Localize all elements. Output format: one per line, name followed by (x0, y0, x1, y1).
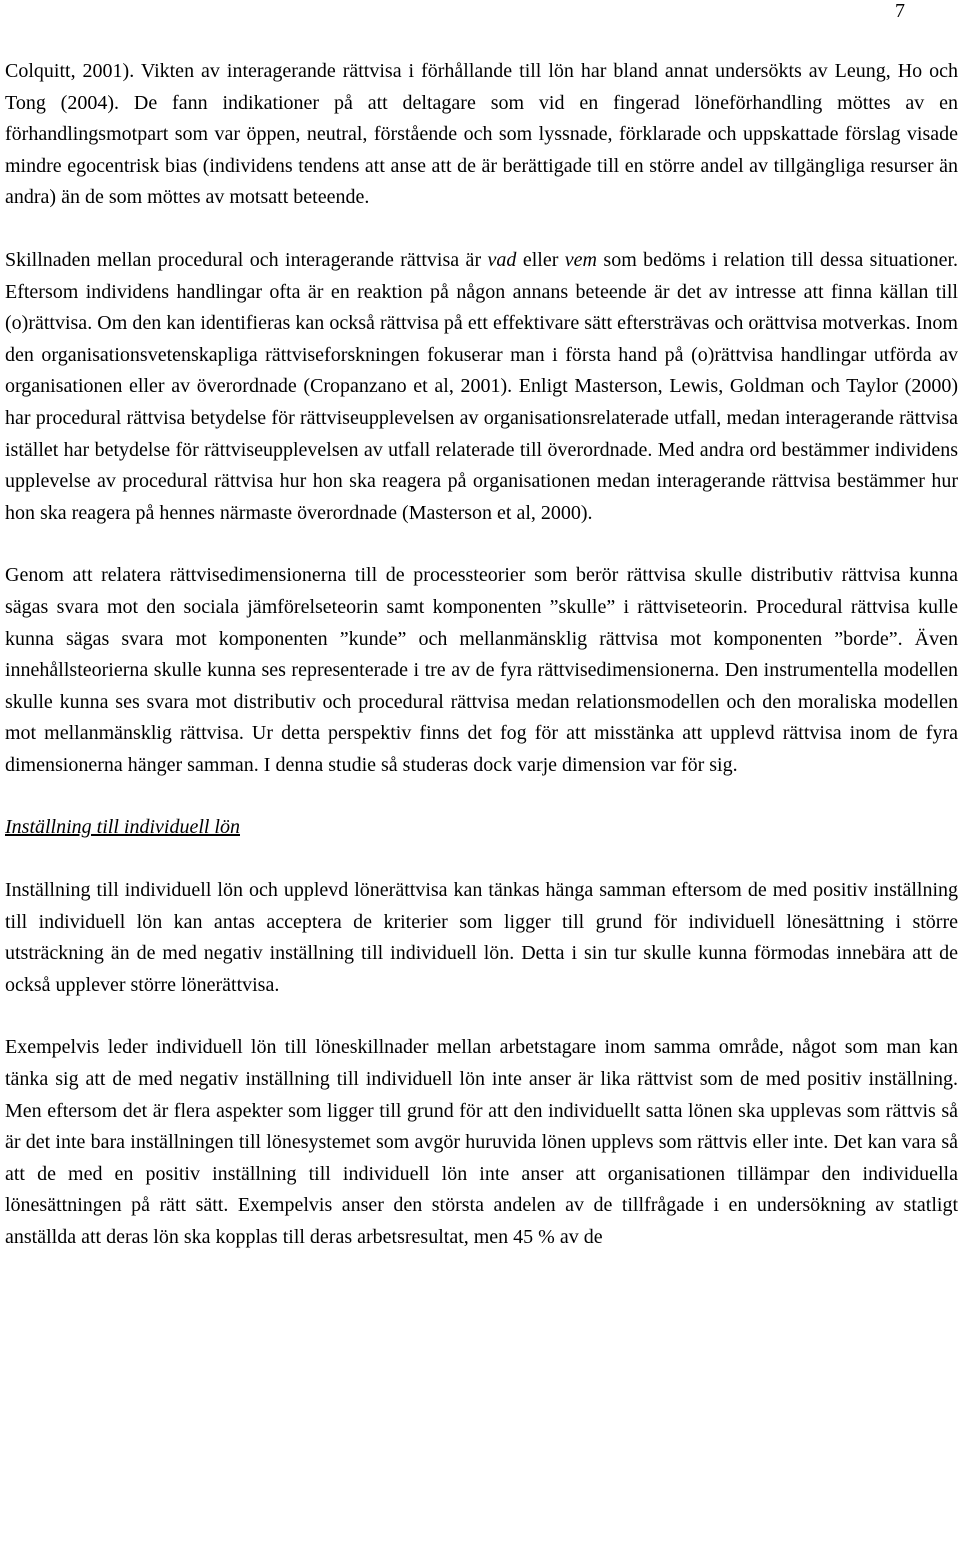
paragraph-4: Inställning till individuell lön och upplevd lönerättvisa kan tänkas hänga samman eftersom de med positiv inställning till individuell lön kan antas acceptera de kriterier som ligger till grund för individuell lönesättning i större utsträckning än de med negativ inställning till individuell lön. Detta i sin tur skulle kunna förmodas innebära att de också upplever större lönerättvisa. (5, 879, 958, 996)
paragraph-2-text-a: Skillnaden mellan procedural och interagerande rättvisa är (5, 248, 488, 271)
paragraph-2-text-b: eller (516, 248, 565, 271)
section-heading: Inställning till individuell lön (5, 816, 240, 839)
paragraph-2 (5, 245, 958, 529)
document-body (5, 56, 958, 1254)
page-number: 7 (895, 0, 905, 22)
paragraph-5: Exempelvis leder individuell lön till löneskillnader mellan arbetstagare inom samma område, något som man kan tänka sig att de med negativ inställning till individuell lön inte anser är lika rättvist som de med positiv inställning. Men eftersom det är flera aspekter som ligger till grund för att den individuellt satta lönen ska upplevas som rättvis så är det inte bara inställningen till lönesystemet som avgör huruvida lönen upplevs som rättvis eller inte. Det kan vara så att de med en positiv inställning till individuell lön inte anser att organisationen tillämpar den individuella lönesättningen på rätt sätt. Exempelvis anser den största andelen av de tillfrågade i en undersökning av statligt anställda att deras lön ska kopplas till deras arbetsresultat, men 45 % av de (5, 1036, 958, 1248)
paragraph-2-text-c: som bedöms i relation till dessa situationer. Eftersom individens handlingar ofta är en reaktion på någon annans beteende är det av intresse att finna källan till (o)rättvisa. Om den kan identifieras kan också rättvisa på ett effektivare sätt eftersträvas och orättvisa motverkas. Inom den organisationsvetenskapliga rättviseforskningen fokuserar man i första hand på (o)rättvisa handlingar utförda av organisationen eller av överordnade (Cropanzano et al, 2001). Enligt Masterson, Lewis, Goldman och Taylor (2000) har procedural rättvisa betydelse för rättviseupplevelsen av organisationsrelaterade utfall, medan interagerande rättvisa istället har betydelse för rättviseupplevelsen av utfall relaterade till överordnade. Med andra ord bestämmer individens upplevelse av procedural rättvisa hur hon ska reagera på organisationen medan interagerande rättvisa bestämmer hur hon ska reagera på hennes närmaste överordnade (Masterson et al, 2000). (5, 248, 959, 524)
paragraph-3: Genom att relatera rättvisedimensionerna till de processteorier som berör rättvisa skulle distributiv rättvisa kunna sägas svara mot den sociala jämförelseteorin samt komponenten ”skulle” i rättviseteorin. Procedural rättvisa kulle kunna sägas svara mot komponenten ”kunde” och mellanmänsklig rättvisa mot komponenten ”borde”. Även innehållsteorierna skulle kunna ses representerade i tre av de fyra rättvisedimensionerna. Den instrumentella modellen skulle kunna ses svara mot distributiv och procedural rättvisa medan relationsmodellen och den moraliska modellen mot mellanmänsklig rättvisa. Ur detta perspektiv finns det fog för att misstänka att upplevd rättvisa inom de fyra dimensionerna hänger samman. I denna studie så studeras dock varje dimension var för sig. (5, 564, 958, 776)
paragraph-1: Colquitt, 2001). Vikten av interagerande rättvisa i förhållande till lön har bland annat undersökts av Leung, Ho och Tong (2004). De fann indikationer på att deltagare som vid en fingerad löneförhandling möttes av en förhandlingsmotpart som var öppen, neutral, förstående och som lyssnade, förklarade och uppskattade förslag visade mindre egocentrisk bias (individens tendens att anse att de är berättigade till en större andel av tillgängliga resurser än andra) än de som möttes av motsatt beteende. (5, 60, 958, 209)
emphasis-vem: vem (564, 248, 597, 271)
emphasis-vad: vad (487, 248, 517, 271)
